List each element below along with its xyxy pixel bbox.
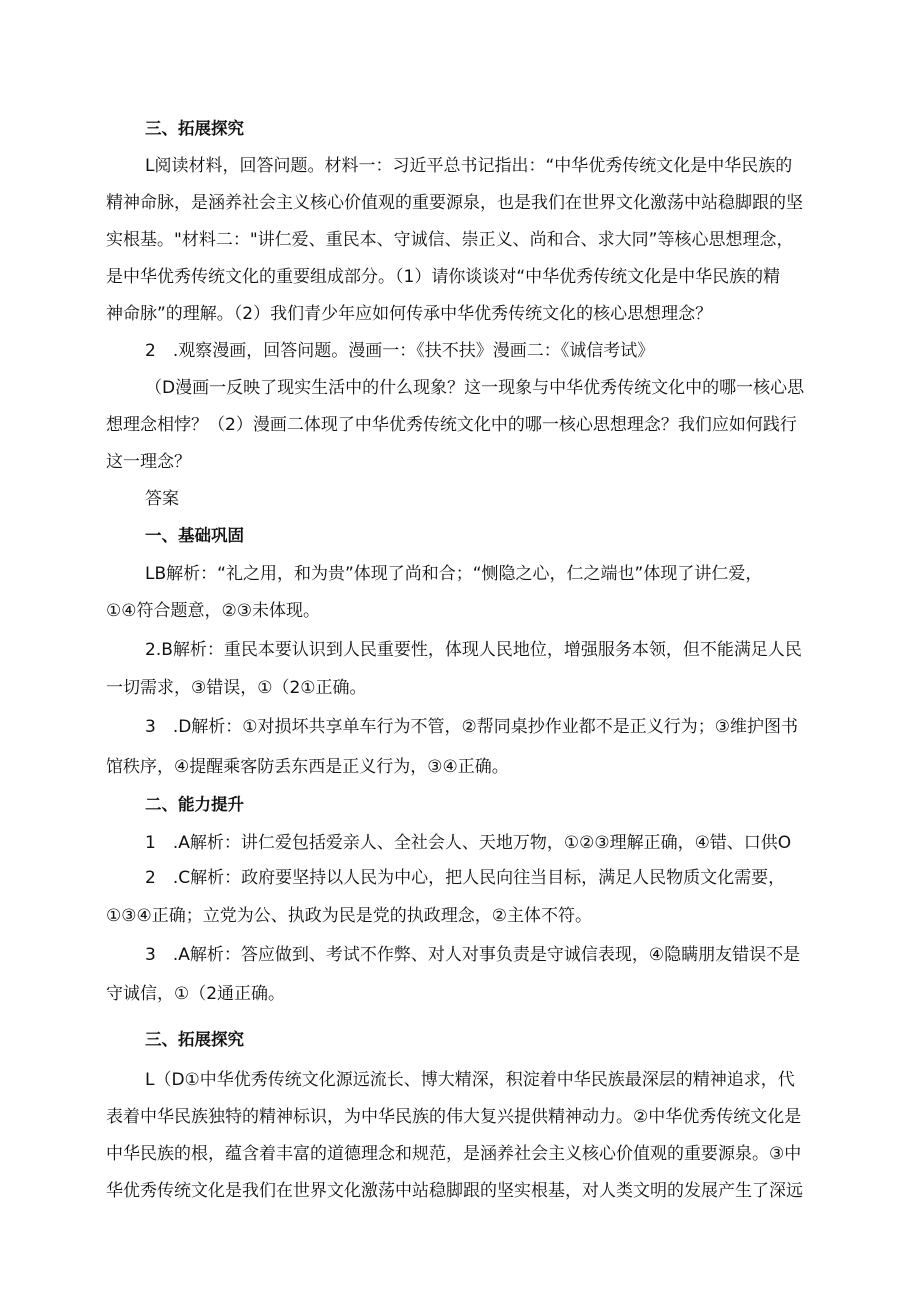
question-1-line: 精神命脉，是涵养社会主义核心价值观的重要源泉，也是我们在世界文化激荡中站稳脚跟的坚	[106, 193, 803, 213]
answer-line: 2 .C解析：政府要坚持以人民为中心，把人民向往当目标，满足人民物质文化需要，	[145, 868, 786, 888]
question-1-line: L阅读材料，回答问题。材料一：习近平总书记指出：“中华优秀传统文化是中华民族的	[145, 156, 793, 176]
answer-line: ①③④正确；立党为公、执政为民是党的执政理念，②主体不符。	[106, 906, 592, 926]
answer-line: 3 .D解析：①对损坏共享单车行为不管，②帮同桌抄作业都不是正义行为；③维护图书	[145, 717, 799, 737]
answer-line: 守诚信，①（2通正确。	[106, 984, 286, 1004]
answer-line: 华优秀传统文化是我们在世界文化激荡中站稳脚跟的坚实根基，对人类文明的发展产生了深远	[106, 1181, 803, 1201]
section-heading-ability: 二、能力提升	[145, 795, 244, 814]
answer-line: 中华民族的根，蕴含着丰富的道德理念和规范，是涵养社会主义核心价值观的重要源泉。③中	[106, 1144, 802, 1164]
question-2-line: 这一理念？	[106, 452, 191, 472]
answer-line: 一切需求，③错误，①（2①正确。	[106, 678, 367, 698]
section-heading-extension: 三、拓展探究	[145, 119, 244, 138]
answer-line: L（D①中华优秀传统文化源远流长、博大精深，积淀着中华民族最深层的精神追求，代	[145, 1070, 795, 1090]
answer-line: 馆秩序，④提醒乘客防丢东西是正义行为，③④正确。	[106, 757, 509, 777]
question-2-line: （D漫画一反映了现实生活中的什么现象？这一现象与中华优秀传统文化中的哪一核心思	[145, 378, 805, 398]
answer-line: 2.B解析：重民本要认识到人民重要性，体现人民地位，增强服务本领，但不能满足人民	[145, 640, 802, 660]
answer-line: 3 .A解析：答应做到、考试不作弊、对人对事负责是守诚信表现，④隐瞒朋友错误不是	[145, 945, 801, 965]
answer-line: 1 .A解析：讲仁爱包括爱亲人、全社会人、天地万物，①②③理解正确，④错、口供O	[145, 833, 792, 853]
question-1-line: 神命脉”的理解。（2）我们青少年应如何传承中华优秀传统文化的核心思想理念？	[106, 304, 713, 324]
answer-line: LB解析：“礼之用，和为贵”体现了尚和合；“恻隐之心，仁之端也”体现了讲仁爱，	[145, 564, 763, 584]
question-2-line: 想理念相悖？（2）漫画二体现了中华优秀传统文化中的哪一核心思想理念？我们应如何践行	[106, 415, 797, 435]
answer-line: ①④符合题意，②③未体现。	[106, 601, 320, 621]
section-heading-basics: 一、基础巩固	[145, 526, 244, 545]
section-heading-extension-answer: 三、拓展探究	[145, 1030, 244, 1049]
answer-line: 表着中华民族独特的精神标识，为中华民族的伟大复兴提供精神动力。②中华优秀传统文化是	[106, 1107, 802, 1127]
question-2-line: 2 .观察漫画，回答问题。漫画一：《扶不扶》漫画二：《诚信考试》	[145, 341, 655, 361]
question-1-line: 实根基。"材料二："讲仁爱、重民本、守诚信、崇正义、尚和合、求大同”等核心思想理念，	[106, 230, 794, 250]
question-1-line: 是中华优秀传统文化的重要组成部分。（1）请你谈谈对“中华优秀传统文化是中华民族的精	[106, 267, 781, 287]
answer-label: 答案	[145, 489, 179, 509]
